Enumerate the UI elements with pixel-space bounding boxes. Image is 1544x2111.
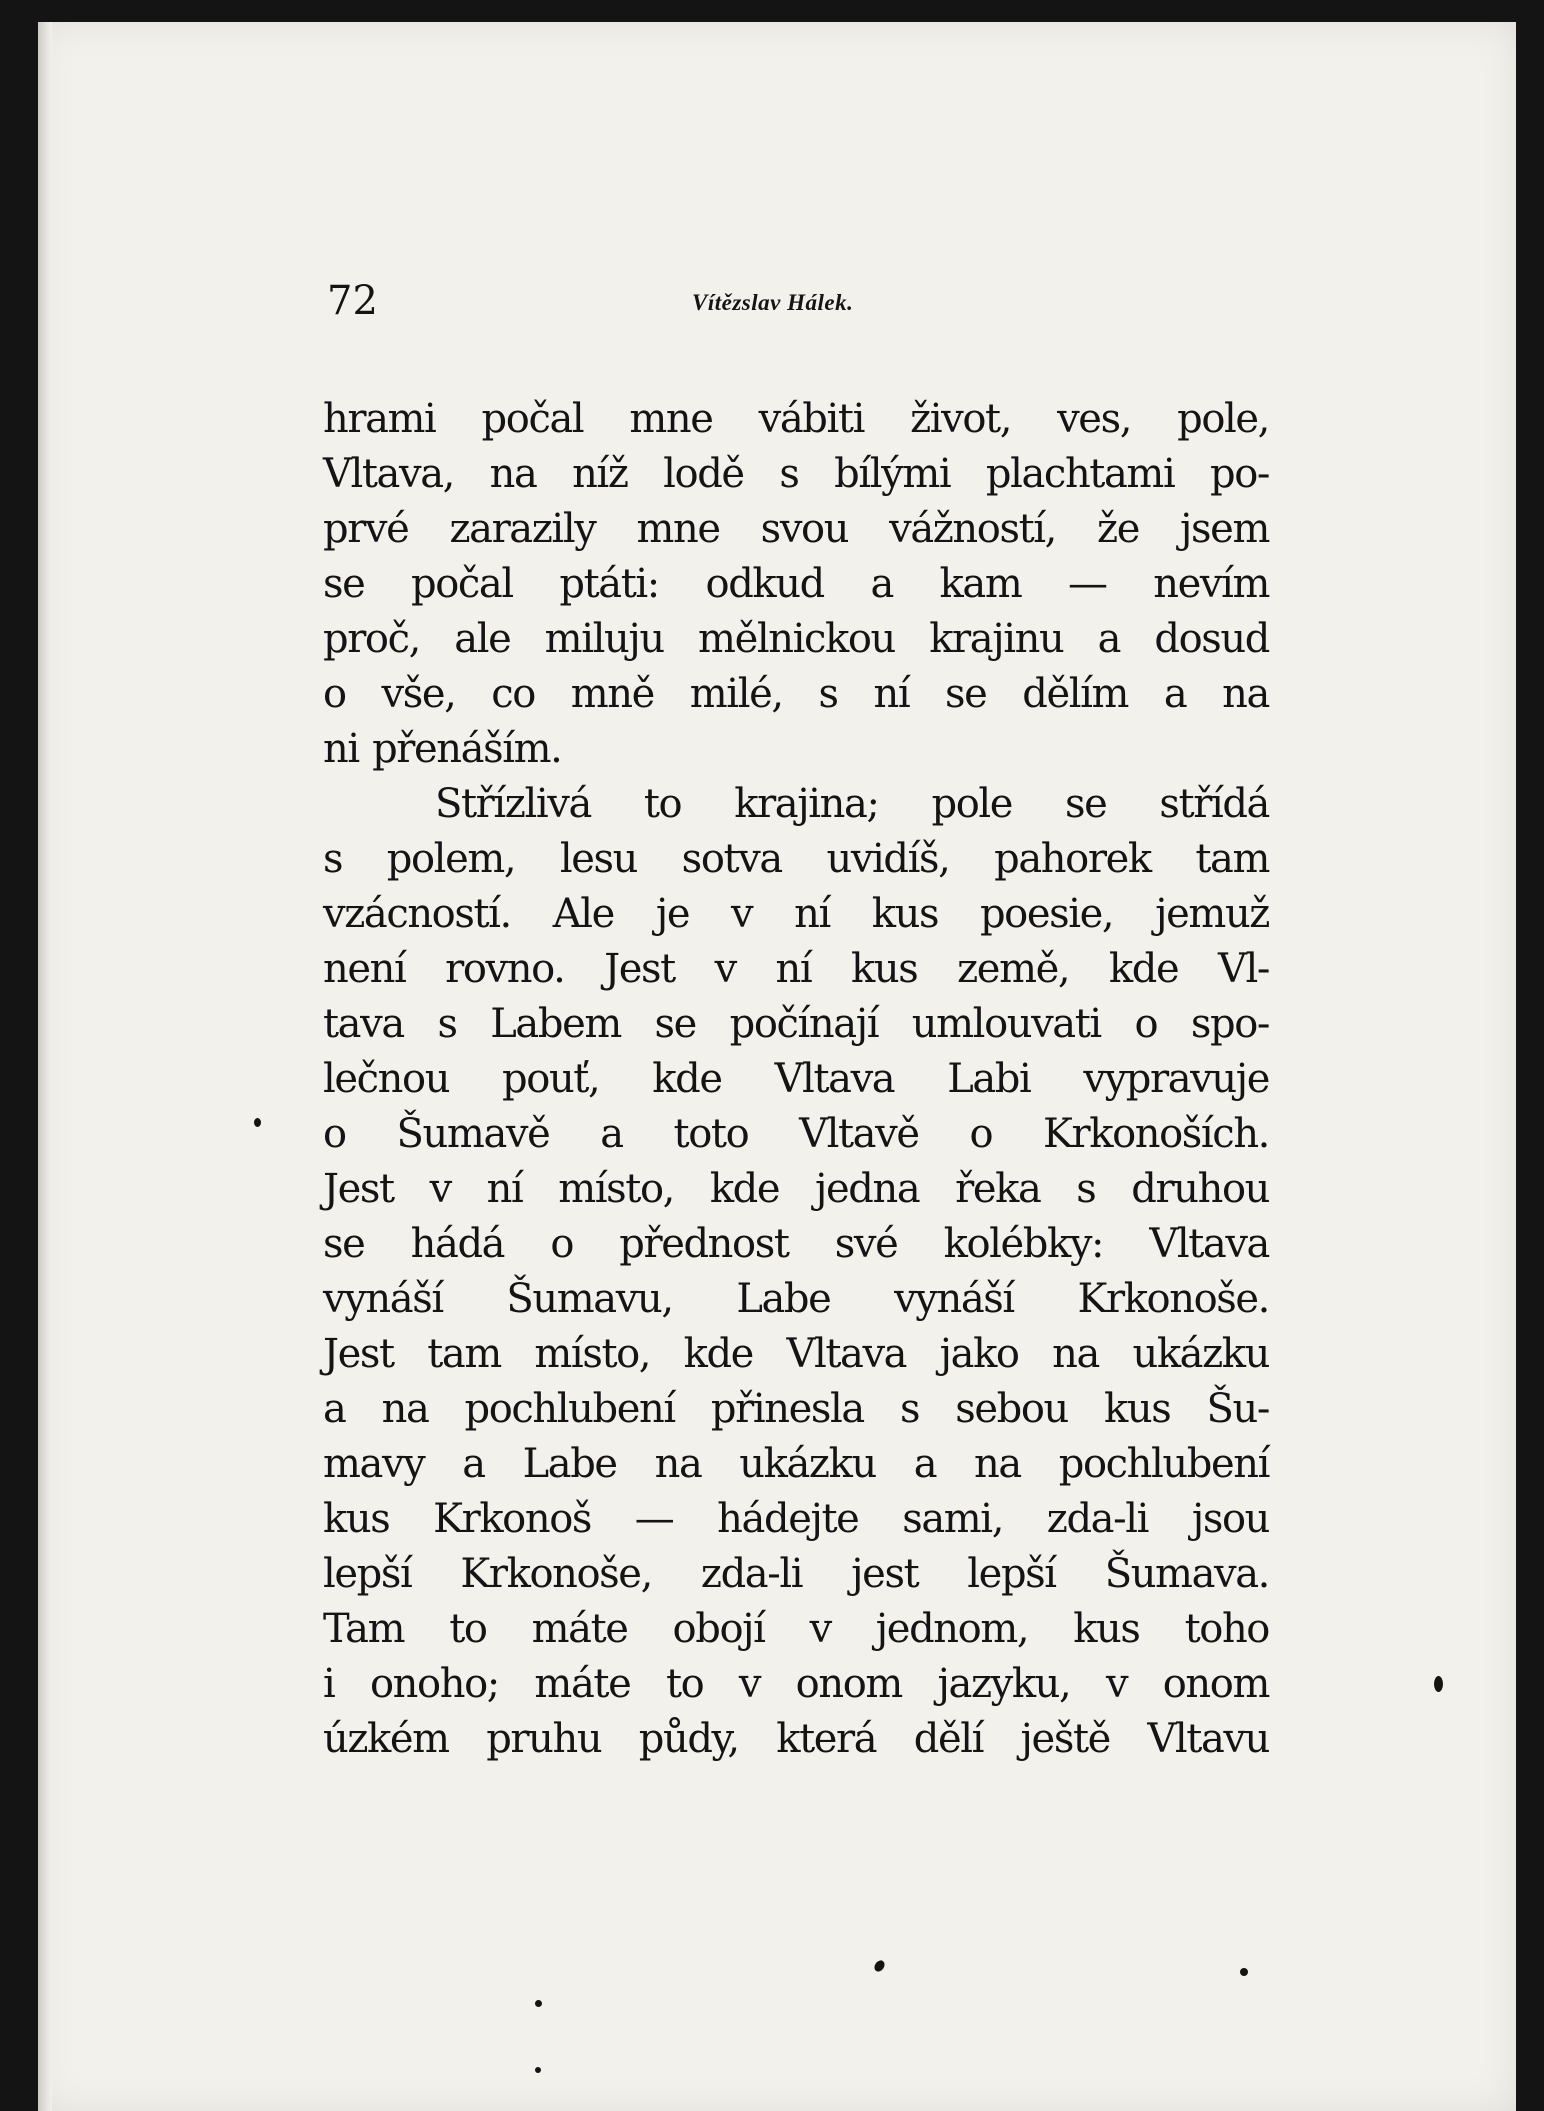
print-speck bbox=[535, 2000, 542, 2007]
text-line: s polem, lesu sotva uvidíš, pahorek tam bbox=[323, 836, 1269, 882]
text-line: i onoho; máte to v onom jazyku, v onom bbox=[323, 1661, 1269, 1707]
text-line: Tam to máte obojí v jednom, kus toho bbox=[323, 1606, 1269, 1652]
text-line: vzácností. Ale je v ní kus poesie, jemuž bbox=[323, 891, 1269, 937]
text-line: vynáší Šumavu, Labe vynáší Krkonoše. bbox=[323, 1276, 1269, 1322]
print-speck bbox=[535, 2067, 541, 2073]
page-binding-edge bbox=[38, 22, 52, 2111]
page-number: 72 bbox=[327, 278, 378, 324]
print-speck bbox=[1434, 1676, 1443, 1692]
text-line: Vltava, na níž lodě s bílými plachtami po- bbox=[323, 451, 1269, 497]
paragraph-start-line: Střízlivá to krajina; pole se střídá bbox=[435, 781, 1269, 827]
body-text bbox=[323, 392, 1269, 1767]
text-line: úzkém pruhu půdy, která dělí ještě Vltavu bbox=[323, 1716, 1269, 1762]
print-speck bbox=[254, 1118, 261, 1127]
text-line: prvé zarazily mne svou vážností, že jsem bbox=[323, 506, 1269, 552]
print-speck bbox=[1240, 1968, 1248, 1976]
text-line: proč, ale miluju mělnickou krajinu a dosud bbox=[323, 616, 1269, 662]
text-line: o Šumavě a toto Vltavě o Krkonoších. bbox=[323, 1111, 1269, 1157]
running-head-author: Vítězslav Hálek. bbox=[692, 290, 854, 315]
text-line: tava s Labem se počínají umlouvati o spo- bbox=[323, 1001, 1269, 1047]
text-line: a na pochlubení přinesla s sebou kus Šu- bbox=[323, 1386, 1269, 1432]
text-line: lečnou pouť, kde Vltava Labi vypravuje bbox=[323, 1056, 1269, 1102]
text-line: hrami počal mne vábiti život, ves, pole, bbox=[323, 396, 1269, 442]
text-line: se hádá o přednost své kolébky: Vltava bbox=[323, 1221, 1269, 1267]
text-line: o vše, co mně milé, s ní se dělím a na bbox=[323, 671, 1269, 717]
text-line: ni přenáším. bbox=[323, 726, 562, 772]
text-line: kus Krkonoš — hádejte sami, zda-li jsou bbox=[323, 1496, 1269, 1542]
text-line: není rovno. Jest v ní kus země, kde Vl- bbox=[323, 946, 1269, 992]
text-line: se počal ptáti: odkud a kam — nevím bbox=[323, 561, 1269, 607]
text-line: Jest v ní místo, kde jedna řeka s druhou bbox=[323, 1166, 1269, 1212]
text-line: mavy a Labe na ukázku a na pochlubení bbox=[323, 1441, 1269, 1487]
text-line: lepší Krkonoše, zda-li jest lepší Šumava. bbox=[323, 1551, 1269, 1597]
text-line: Jest tam místo, kde Vltava jako na ukázku bbox=[323, 1331, 1269, 1377]
